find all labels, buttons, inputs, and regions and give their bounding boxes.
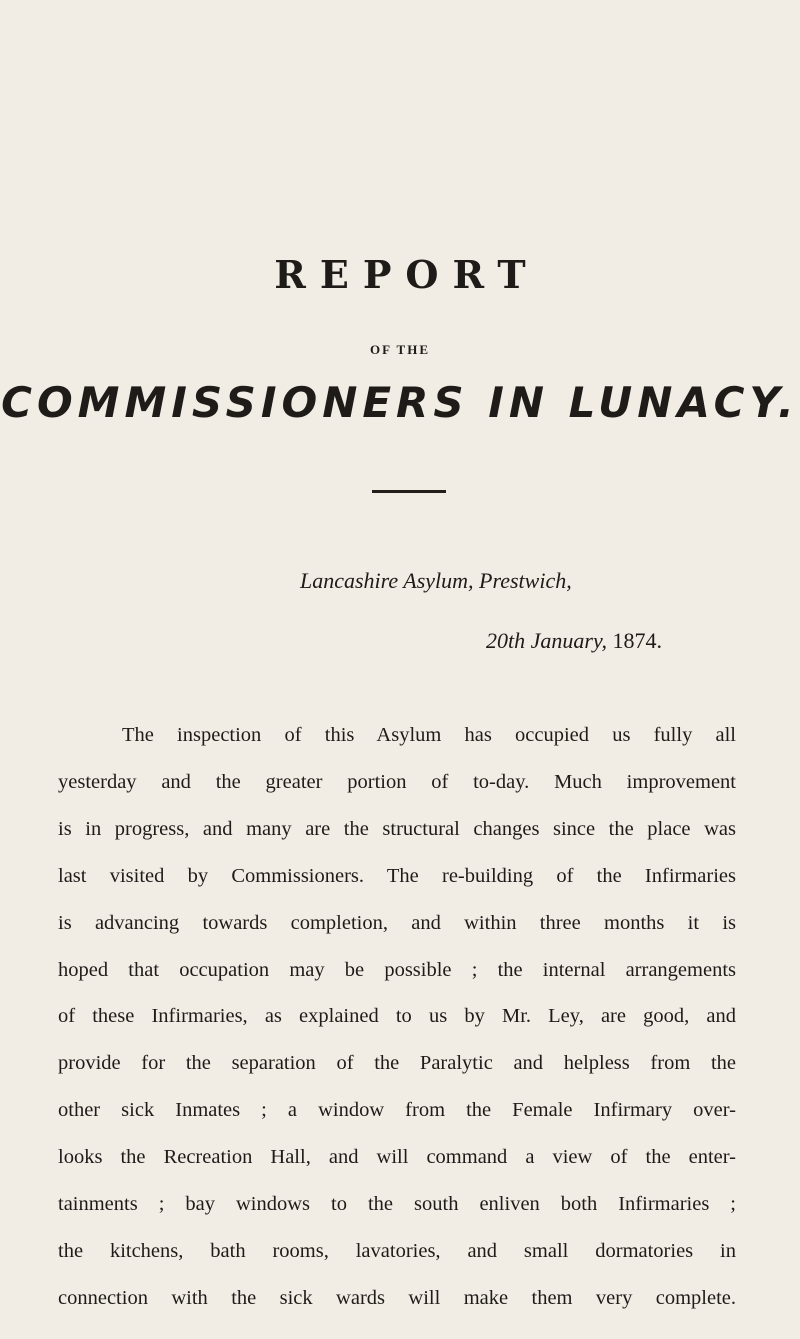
report-subheading: OF THE bbox=[369, 342, 431, 357]
body-line: The inspection of this Asylum has occupied us fully all bbox=[122, 724, 736, 746]
date-year: 1874. bbox=[612, 628, 663, 653]
body-line: last visited by Commissioners. The re-building of the Infirmaries bbox=[58, 864, 736, 887]
location-line: Lancashire Asylum, Prestwich, bbox=[300, 568, 572, 593]
body-line: provide for the separation of the Paralytic and helpless from the bbox=[58, 1052, 736, 1075]
body-line: connection with the sick wards will make them very complete. bbox=[58, 1286, 736, 1309]
body-line: hoped that occupation may be possible ; the internal arrangements bbox=[58, 958, 736, 981]
date-day: 20th bbox=[486, 628, 526, 653]
body-paragraph bbox=[58, 712, 736, 1322]
report-heading: REPORT bbox=[274, 252, 540, 297]
divider-rule bbox=[372, 490, 446, 493]
body-line: is in progress, and many are the structural changes since the place was bbox=[58, 817, 736, 840]
date-line bbox=[486, 628, 662, 654]
body-line: the kitchens, bath rooms, lavatories, and small dormatories in bbox=[58, 1239, 736, 1262]
body-line: of these Infirmaries, as explained to us by Mr. Ley, are good, and bbox=[58, 1005, 736, 1028]
report-title: COMMISSIONERS IN LUNACY. bbox=[1, 378, 799, 427]
body-line: other sick Inmates ; a window from the Female Infirmary over- bbox=[58, 1099, 736, 1122]
body-line: is advancing towards completion, and within three months it is bbox=[58, 911, 736, 934]
body-line: yesterday and the greater portion of to-day. Much improvement bbox=[58, 770, 736, 793]
body-line: looks the Recreation Hall, and will command a view of the enter- bbox=[58, 1146, 736, 1169]
date-month: January, bbox=[530, 628, 608, 653]
body-line: tainments ; bay windows to the south enliven both Infirmaries ; bbox=[58, 1193, 736, 1216]
